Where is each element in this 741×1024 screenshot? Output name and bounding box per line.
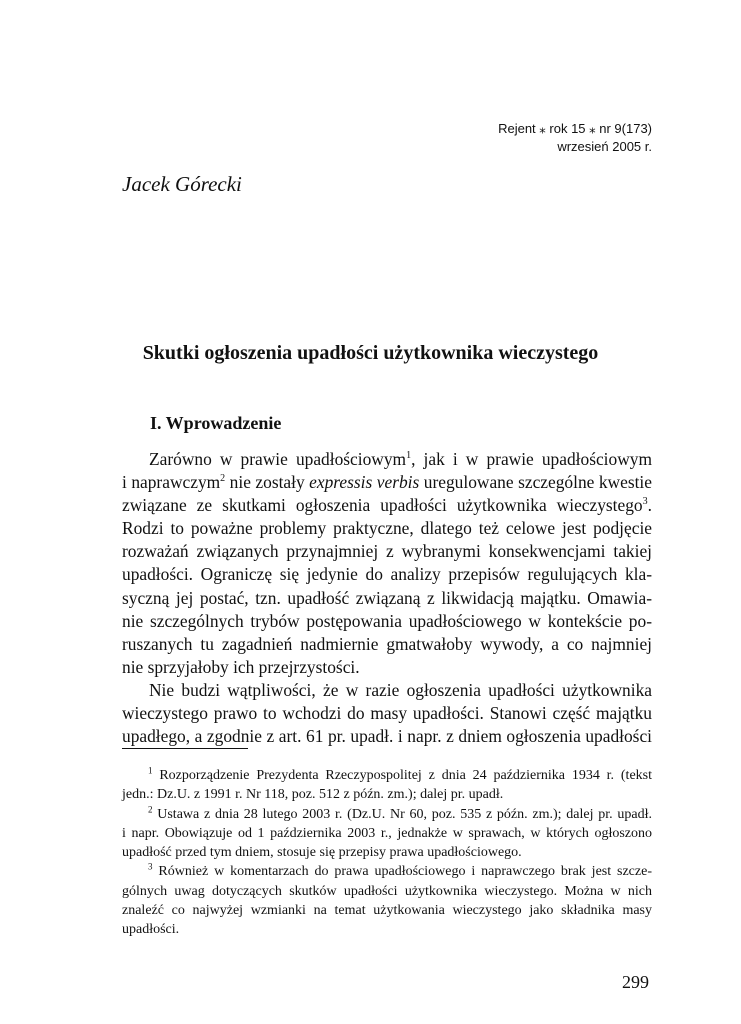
page-number: 299 [622,972,649,992]
author-name: Jacek Górecki [122,172,242,196]
italic-phrase: expressis verbis [309,472,420,493]
article-body [122,448,652,748]
body-line: upadłego, a zgodnie z art. 61 pr. upadł. i napr. z dniem ogłoszenia upadłości [122,726,652,747]
journal-date: wrzesień 2005 r. [557,139,652,154]
journal-issue: Rejent ⁎ rok 15 ⁎ nr 9(173) [498,121,652,136]
footnote-ref: 3 [642,496,648,508]
footnote-mark: 1 [148,765,153,776]
footnote-line: znaleźć co najwyżej wzmianki na temat użytkowania wieczystego jako składnika masy [122,903,652,919]
footnote-line: gólnych uwag dotyczących skutków upadłości użytkownika wieczystego. Można w nich [122,883,652,899]
footnote-line: $^3$ Również w komentarzach do prawa upadłościowego i naprawczego brak jest szcze- [148,861,652,880]
journal-header [498,120,652,156]
body-line: syczną jej postać, tzn. upadłość związaną z likwidacją majątku. Omawia- [122,587,652,608]
article-title: Skutki ogłoszenia upadłości użytkownika wieczystego [142,342,599,364]
body-line: i naprawczym$^2$ nie zostały expressis verbis uregulowane szczególne kwestie [122,472,652,493]
footnote-line: upadłość przed tym dniem, stosuje się przepisy prawa upadłościowego. [122,845,522,861]
footnote-mark: 3 [148,861,153,872]
body-line: rozważań związanych przynajmniej z wybranymi konsekwencjami takiej [122,541,652,562]
body-line: nie szczególnych trybów postępowania upadłościowego w kontekście po- [122,610,652,631]
body-line: Rodzi to poważne problemy praktyczne, dlatego też celowe jest podjęcie [122,518,652,539]
footnote-line: $^1$ Rozporządzenie Prezydenta Rzeczypospolitej z dnia 24 października 1934 r. (tekst [148,765,652,783]
footnote-line: $^2$ Ustawa z dnia 28 lutego 2003 r. (Dz.U. Nr 60, poz. 535 z późn. zm.); dalej pr. upadł. [148,803,652,822]
body-line: ruszanych tu zagadnień nadmiernie gmatwałoby wywody, a co najmniej [122,633,652,654]
footnote-mark: 2 [148,803,153,814]
body-line: Nie budzi wątpliwości, że w razie ogłoszenia upadłości użytkownika [149,679,652,700]
body-line: Zarówno w prawie upadłościowym$^1$, jak i w prawie upadłościowym [149,449,652,469]
body-line: upadłości. Ograniczę się jedynie do analizy przepisów regulujących kla- [122,564,652,585]
body-line: związane ze skutkami ogłoszenia upadłości użytkownika wieczystego$^3$. [122,495,652,516]
footnote-line: jedn.: Dz.U. z 1991 r. Nr 118, poz. 512 z późn. zm.); dalej pr. upadł. [122,787,504,803]
footnote-divider [122,748,248,749]
body-line: wieczystego prawo to wchodzi do masy upadłości. Stanowi część majątku [122,703,652,724]
footnote-ref: 2 [220,473,226,485]
footnotes [122,766,652,940]
footnote-line: upadłości. [122,922,180,938]
body-line: nie sprzyjałoby ich przejrzystości. [122,656,360,677]
section-heading: I. Wprowadzenie [150,413,282,433]
footnote-line: i napr. Obowiązuje od 1 października 2003 r., jednakże w sprawach, w których ogłoszono [122,825,652,841]
footnote-ref: 1 [406,450,412,462]
